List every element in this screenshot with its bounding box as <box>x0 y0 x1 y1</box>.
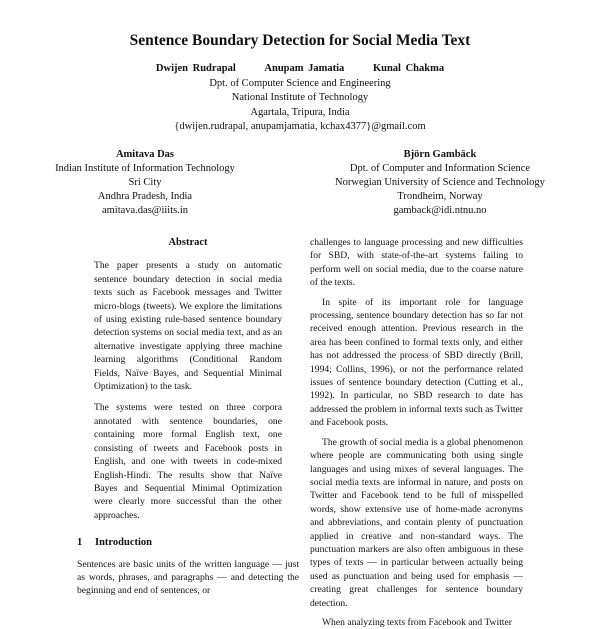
author-block-right <box>290 148 590 218</box>
author-names <box>0 62 600 77</box>
author-email: gamback@idi.ntnu.no <box>393 205 487 216</box>
body-paragraph: When analyzing texts from Facebook and Twitter <box>322 616 512 628</box>
abstract-paragraph: The systems were tested on three corpora annotated with sentence boundaries, one containing more formal English text, one consisting of tweets and Facebook posts in English, and one with tweets in code-mixed English-Hindi. The results show that Naïve Bayes and Sequential Minimal Optimization were clearly more successful than the other approaches. <box>94 402 282 521</box>
section-heading-introduction <box>77 536 299 549</box>
affiliation-line: Andhra Pradesh, India <box>97 191 193 202</box>
right-column <box>310 236 523 629</box>
author-name: Amitava Das <box>115 149 175 160</box>
affiliation-line: Sri City <box>128 177 162 188</box>
abstract-paragraph: The paper presents a study on automatic sentence boundary detection in social media texts such as Facebook messages and Twitter micro-blogs (tweets). We explore the limitations of using existing rule-based sentence boundary detection systems on social media text, and as an alternative investigate applying three machine learning algorithms (Conditional Random Fields, Naïve Bayes, and Sequential Minimal Optimization) to the task. <box>94 260 282 393</box>
author-emails: {dwijen.rudrapal, anupamjamatia, kchax4377}@gmail.com <box>174 121 426 132</box>
abstract-heading: Abstract <box>168 237 208 248</box>
left-column <box>77 236 299 598</box>
affiliation-line: Trondheim, Norway <box>397 191 483 202</box>
author-block-left <box>38 148 252 218</box>
affiliation-line: Indian Institute of Information Technology <box>55 163 235 174</box>
author-name: Dwijen Rudrapal <box>155 63 236 74</box>
body-paragraph: challenges to language processing and new difficulties for SBD, with state-of-the-art systems failing to perform well on social media, due to the coarse nature of the texts. <box>310 237 523 289</box>
section-number: 1 <box>77 537 83 549</box>
affiliation-line: Agartala, Tripura, India <box>250 106 350 118</box>
author-name: Kunal Chakma <box>372 63 445 74</box>
body-paragraph: In spite of its important role for language processing, sentence boundary detection has so far not received enough attention. Previous research in the area has been confined to formal texts only, and either has not addressed the process of SBD directly (Brill, 1994; Collins, 1996), or not the performance related issues of sentence boundary detection (Cutting et al., 1992). In particular, no SBD research to date has addressed the problem in informal texts such as Twitter and Facebook posts. <box>310 296 523 429</box>
section-title: Introduction <box>95 537 152 549</box>
body-paragraph: Sentences are basic units of the written language — just as words, phrases, and paragraphs — and detecting the beginning and end of sentences, or <box>77 558 299 597</box>
body-paragraph: The growth of social media is a global phenomenon where people are communicating both using single languages and using mixes of several languages. The social media texts are informal in nature, and posts on Twitter and Facebook tend to be full of misspelled words, show extensive use of home-made acronyms and abbreviations, and contain plenty of punctuation applied in creative and non-standard ways. The punctuation markers are also often ambiguous in these types of texts — in particular between actually being used as punctuation and being used for emphasis — creating great challenges for sentence boundary detection. <box>310 436 523 609</box>
affiliation-line: Dpt. of Computer and Information Science <box>349 163 531 174</box>
author-name: Björn Gambäck <box>403 149 477 160</box>
author-group-top <box>0 62 600 135</box>
affiliation-line: Norwegian University of Science and Technology <box>335 177 545 188</box>
affiliation-line: Dpt. of Computer Science and Engineering <box>209 77 391 89</box>
paper-title: Sentence Boundary Detection for Social Media Text <box>129 32 471 49</box>
affiliation-line: National Institute of Technology <box>231 92 369 103</box>
author-name: Anupam Jamatia <box>264 63 345 74</box>
author-email: amitava.das@iiits.in <box>101 205 189 216</box>
